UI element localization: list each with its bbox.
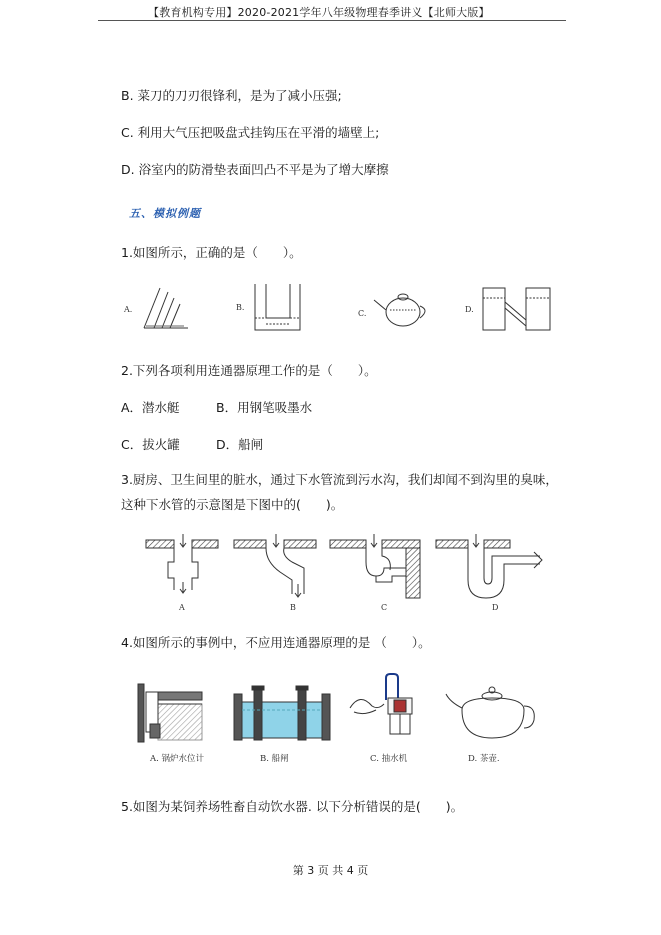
q4-caption-c: C. 抽水机 (370, 754, 408, 764)
option-b-line: B. 菜刀的刀刃很锋利，是为了减小压强; (121, 88, 342, 103)
q3-figure-b (234, 534, 316, 597)
q4-text: 4.如图所示的事例中，不应用连通器原理的是 （ ）。 (121, 635, 431, 650)
q4-figure-b (234, 686, 330, 740)
q1-label-b: B. (236, 303, 245, 312)
q3-text: 3.厨房、卫生间里的脏水，通过下水管流到污水沟，我们却闻不到沟里的臭味，这种下水管的示意图是下图中的( )。 (121, 472, 558, 512)
q1-label-a: A. (124, 305, 133, 314)
q3-figure-a (146, 534, 218, 593)
q2-text: 2.下列各项利用连通器原理工作的是（ ）。 (121, 363, 377, 378)
q3-label-c: C (381, 603, 388, 612)
q2-option-a: A．潜水艇 (121, 400, 180, 415)
header-title: 【教育机构专用】2020-2021学年八年级物理春季讲义【北师大版】 (148, 6, 490, 19)
q4-figures (132, 672, 552, 752)
q3-figure-c (330, 534, 420, 598)
option-d-line: D. 浴室内的防滑垫表面凹凸不平是为了增大摩擦 (121, 162, 389, 177)
q1-figures (118, 280, 568, 340)
option-c-line: C. 利用大气压把吸盘式挂钩压在平滑的墙壁上; (121, 125, 380, 140)
q2-option-d: D．船闸 (216, 437, 264, 452)
q1-label-c: C. (358, 309, 367, 318)
page-footer: 第 3 页 共 4 页 (292, 864, 369, 877)
q1-text: 1.如图所示，正确的是（ ）。 (121, 245, 302, 260)
q3-figures (140, 532, 560, 618)
q1-figure-d (483, 288, 550, 330)
q1-figure-b (255, 284, 300, 330)
q2-option-b: B．用钢笔吸墨水 (216, 400, 313, 415)
q4-figure-d (446, 687, 534, 738)
q1-figure-a (144, 288, 188, 328)
q4-figure-a (138, 684, 202, 742)
q1-label-d: D. (465, 305, 474, 314)
header-rule (98, 20, 566, 21)
q4-figure-c (350, 674, 412, 734)
q3-label-b: B (290, 603, 296, 612)
q2-option-c: C．拔火罐 (121, 437, 180, 452)
q1-figure-c (374, 294, 425, 326)
q5-text: 5.如图为某饲养场牲畜自动饮水器. 以下分析错误的是( )。 (121, 799, 464, 814)
q3-label-d: D (492, 603, 499, 612)
q3-figure-d (436, 534, 542, 598)
section-title: 五、模拟例题 (129, 207, 201, 220)
q4-caption-b: B. 船闸 (260, 754, 289, 764)
page-header (0, 0, 661, 22)
q3-label-a: A (179, 603, 185, 612)
q4-caption-d: D. 茶壶. (468, 754, 500, 764)
q4-caption-a: A. 锅炉水位计 (150, 754, 205, 764)
